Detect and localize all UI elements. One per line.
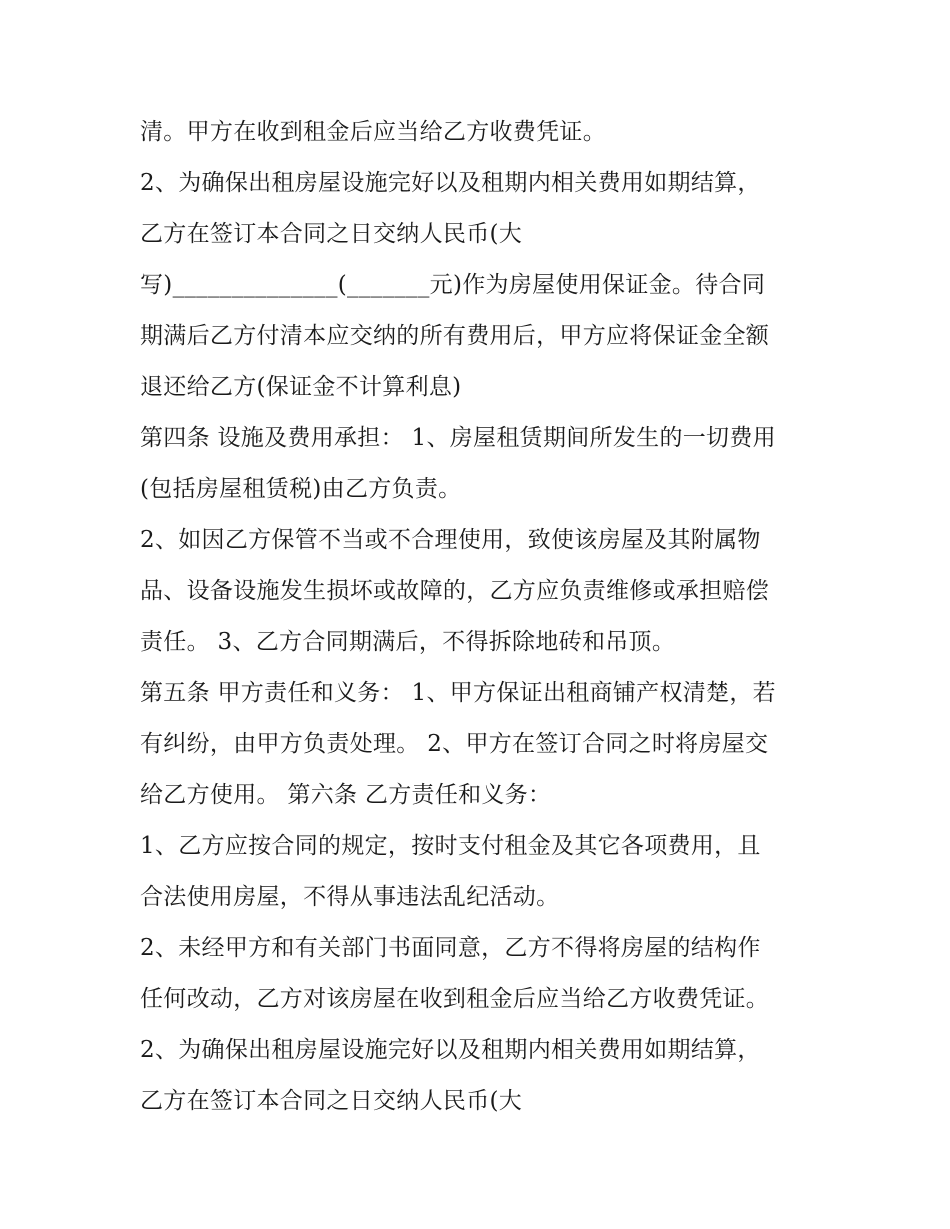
text-line: 2、未经甲方和有关部门书面同意，乙方不得将房屋的结构作 bbox=[140, 935, 761, 961]
text-line: 退还给乙方(保证金不计算利息) bbox=[140, 374, 462, 400]
text-line: 第四条 设施及费用承担： 1、房屋租赁期间所发生的一切费用 bbox=[140, 425, 776, 451]
text-line: 第五条 甲方责任和义务： 1、甲方保证出租商铺产权清楚，若 bbox=[140, 680, 776, 706]
text-line: 合法使用房屋，不得从事违法乱纪活动。 bbox=[140, 884, 560, 910]
text-line: 乙方在签订本合同之日交纳人民币(大 bbox=[140, 221, 523, 247]
contract-text bbox=[140, 107, 830, 1127]
text-line: 品、设备设施发生损坏或故障的，乙方应负责维修或承担赔偿 bbox=[140, 578, 770, 604]
text-line: 有纠纷，由甲方负责处理。 2、甲方在签订合同之时将房屋交 bbox=[140, 731, 769, 757]
text-line: 2、为确保出租房屋设施完好以及租期内相关费用如期结算， bbox=[140, 170, 761, 196]
text-line: 任何改动，乙方对该房屋在收到租金后应当给乙方收费凭证。 bbox=[140, 986, 770, 1012]
text-line: 2、为确保出租房屋设施完好以及租期内相关费用如期结算， bbox=[140, 1037, 761, 1063]
text-line: 清。甲方在收到租金后应当给乙方收费凭证。 bbox=[140, 119, 606, 145]
text-line: 2、如因乙方保管不当或不合理使用，致使该房屋及其附属物 bbox=[140, 527, 761, 553]
text-line: 给乙方使用。 第六条 乙方责任和义务： bbox=[140, 782, 552, 808]
text-line: 期满后乙方付清本应交纳的所有费用后，甲方应将保证金全额 bbox=[140, 323, 770, 349]
text-line: 写)______________(_______元)作为房屋使用保证金。待合同 bbox=[140, 272, 766, 298]
text-line: 责任。 3、乙方合同期满后，不得拆除地砖和吊顶。 bbox=[140, 629, 676, 655]
text-line: (包括房屋租赁税)由乙方负责。 bbox=[140, 476, 462, 502]
text-line: 乙方在签订本合同之日交纳人民币(大 bbox=[140, 1088, 523, 1114]
text-line: 1、乙方应按合同的规定，按时支付租金及其它各项费用，且 bbox=[140, 833, 761, 859]
